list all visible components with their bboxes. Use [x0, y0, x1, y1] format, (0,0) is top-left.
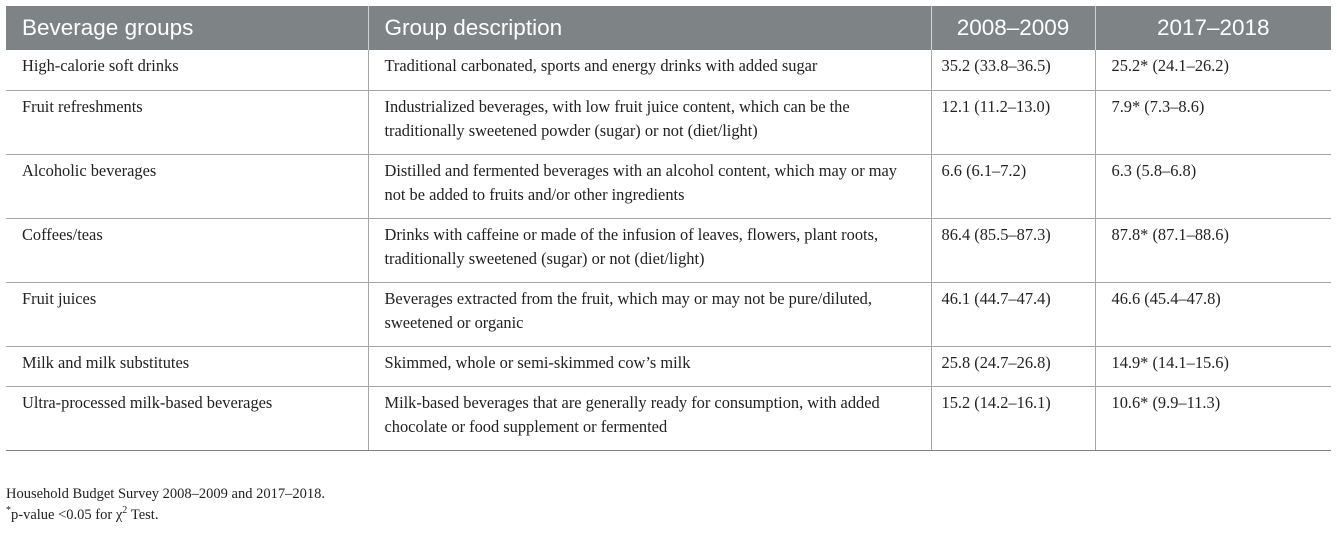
- cell-2008-2009: 25.8 (24.7–26.8): [931, 346, 1095, 386]
- cell-group: Milk and milk substitutes: [6, 346, 368, 386]
- cell-description: Drinks with caffeine or made of the infusion of leaves, flowers, plant roots, traditionally sweetened (sugar) or not (diet/light): [368, 218, 931, 282]
- cell-group: Alcoholic beverages: [6, 154, 368, 218]
- table-row: [6, 346, 1331, 386]
- cell-2017-2018: 87.8* (87.1–88.6): [1095, 218, 1331, 282]
- table-row: [6, 282, 1331, 346]
- table-footnotes: [6, 484, 325, 526]
- cell-description: Distilled and fermented beverages with an alcohol content, which may or may not be added to fruits and/or other ingredients: [368, 154, 931, 218]
- table-row: [6, 90, 1331, 154]
- cell-2017-2018: 14.9* (14.1–15.6): [1095, 346, 1331, 386]
- header-group-description: Group description: [368, 6, 931, 50]
- cell-2008-2009: 86.4 (85.5–87.3): [931, 218, 1095, 282]
- cell-2008-2009: 6.6 (6.1–7.2): [931, 154, 1095, 218]
- cell-2008-2009: 15.2 (14.2–16.1): [931, 386, 1095, 450]
- cell-group: Fruit refreshments: [6, 90, 368, 154]
- footnote-significance-text: p-value <0.05 for χ: [11, 507, 123, 523]
- cell-2008-2009: 35.2 (33.8–36.5): [931, 50, 1095, 90]
- cell-group: High-calorie soft drinks: [6, 50, 368, 90]
- cell-description: Traditional carbonated, sports and energy drinks with added sugar: [368, 50, 931, 90]
- cell-group: Ultra-processed milk-based beverages: [6, 386, 368, 450]
- header-2008-2009: 2008–2009: [931, 6, 1095, 50]
- cell-2017-2018: 25.2* (24.1–26.2): [1095, 50, 1331, 90]
- header-beverage-groups: Beverage groups: [6, 6, 368, 50]
- table-header-row: [6, 6, 1331, 50]
- footnote-chi-square-exponent: 2: [122, 505, 128, 517]
- table-row: [6, 50, 1331, 90]
- beverage-groups-table: [6, 6, 1331, 451]
- cell-2008-2009: 46.1 (44.7–47.4): [931, 282, 1095, 346]
- cell-2008-2009: 12.1 (11.2–13.0): [931, 90, 1095, 154]
- table-row: [6, 154, 1331, 218]
- cell-group: Coffees/teas: [6, 218, 368, 282]
- cell-group: Fruit juices: [6, 282, 368, 346]
- header-2017-2018: 2017–2018: [1095, 6, 1331, 50]
- footnote-significance: [6, 505, 325, 526]
- cell-description: Beverages extracted from the fruit, which may or may not be pure/diluted, sweetened or organic: [368, 282, 931, 346]
- cell-description: Milk-based beverages that are generally ready for consumption, with added chocolate or food supplement or fermented: [368, 386, 931, 450]
- cell-2017-2018: 7.9* (7.3–8.6): [1095, 90, 1331, 154]
- cell-2017-2018: 10.6* (9.9–11.3): [1095, 386, 1331, 450]
- cell-2017-2018: 46.6 (45.4–47.8): [1095, 282, 1331, 346]
- beverage-table-container: [6, 6, 1331, 451]
- cell-description: Industrialized beverages, with low fruit juice content, which can be the traditionally sweetened powder (sugar) or not (diet/light): [368, 90, 931, 154]
- table-row: [6, 386, 1331, 450]
- table-row: [6, 218, 1331, 282]
- footnote-source: Household Budget Survey 2008–2009 and 2017–2018.: [6, 486, 325, 502]
- footnote-marker: *: [6, 505, 11, 517]
- footnote-test-label: Test.: [127, 507, 159, 523]
- cell-2017-2018: 6.3 (5.8–6.8): [1095, 154, 1331, 218]
- cell-description: Skimmed, whole or semi-skimmed cow’s milk: [368, 346, 931, 386]
